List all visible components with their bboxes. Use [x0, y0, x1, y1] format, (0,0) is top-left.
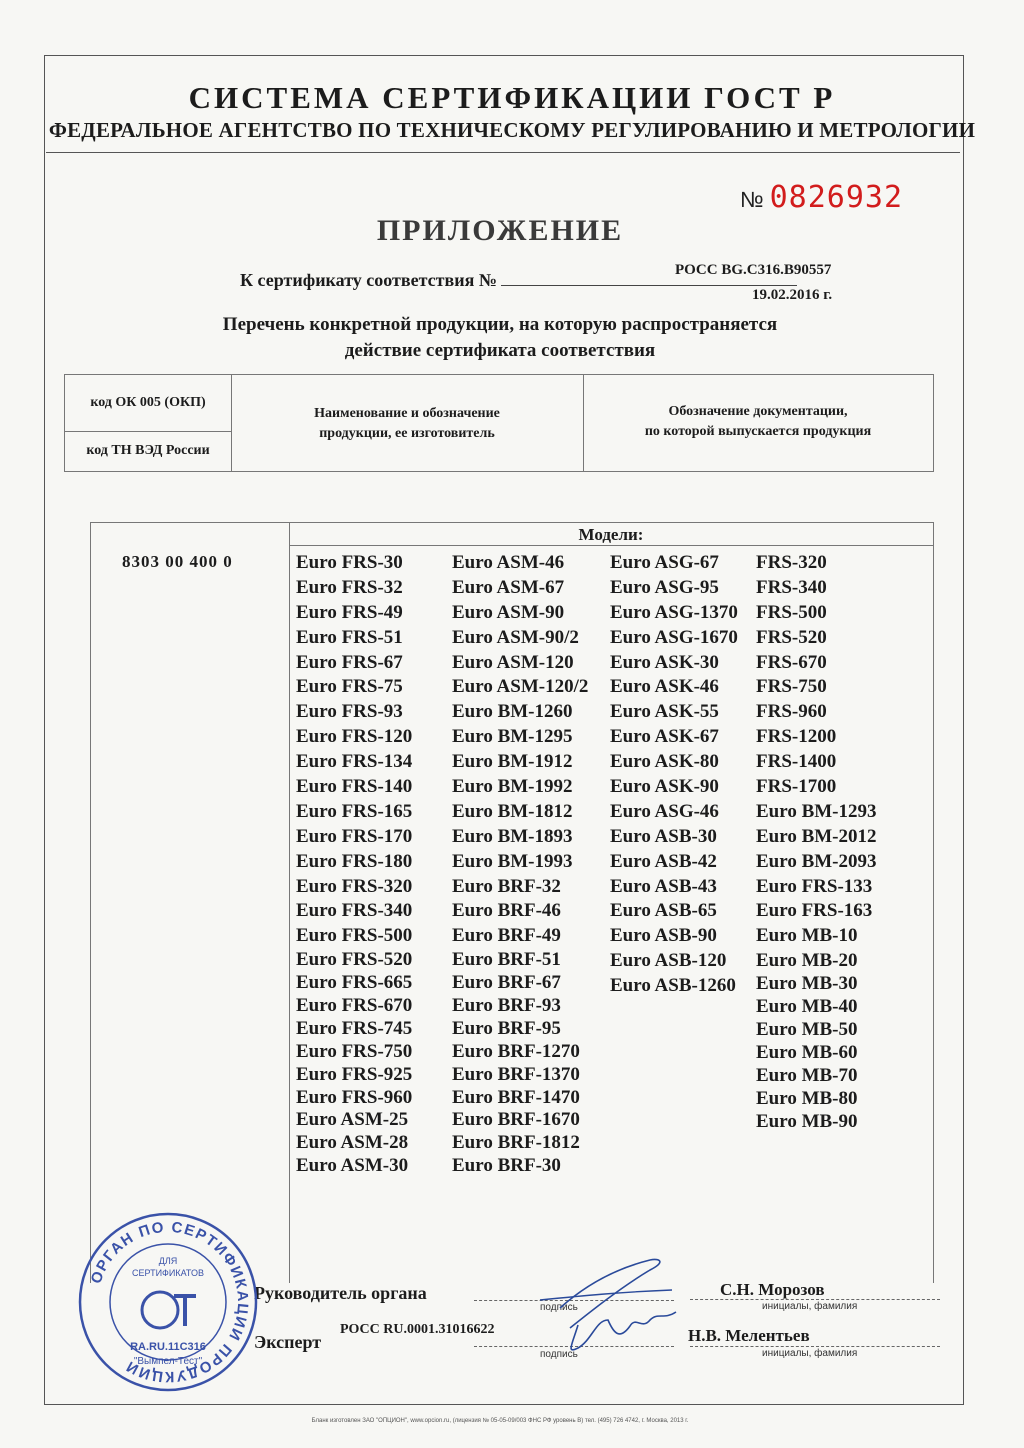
signatures-image	[500, 1250, 700, 1360]
doc-header-line-1: Обозначение документации,	[668, 404, 848, 419]
expert-registration: РОСС RU.0001.31016622	[340, 1322, 495, 1337]
model-item: Euro FRS-340	[296, 900, 413, 922]
model-item: Euro MB-30	[756, 973, 858, 995]
model-item: Euro MB-10	[756, 925, 858, 947]
expert-initials-caption: инициалы, фамилия	[762, 1348, 858, 1359]
head-name: С.Н. Морозов	[720, 1280, 825, 1299]
model-item: Euro BRF-1812	[452, 1132, 580, 1154]
model-item: Euro BRF-1270	[452, 1040, 580, 1062]
model-item: Euro ASG-1670	[610, 626, 738, 648]
models-column-2	[452, 551, 588, 1178]
model-item: Euro BM-1295	[452, 726, 573, 748]
head-signature-underline	[540, 1290, 672, 1300]
model-item: Euro ASM-46	[452, 552, 565, 573]
expert-name-line	[690, 1346, 940, 1347]
model-item: Euro ASM-120	[452, 651, 574, 673]
model-item: Euro ASM-67	[452, 576, 565, 598]
model-item: Euro ASM-90	[452, 601, 565, 623]
certificate-label: К сертификату соответствия №	[240, 270, 497, 290]
model-item: Euro FRS-180	[296, 850, 413, 872]
model-item: Euro BM-1992	[452, 776, 573, 798]
model-item: Euro ASM-90/2	[452, 626, 579, 648]
appendix-title: ПРИЛОЖЕНИЕ	[376, 214, 624, 247]
form-footer: Бланк изготовлен ЗАО "ОПЦИОН", www.opcion.ru, (лицензия № 05-05-09/003 ФНС РФ уровень В) тел. (495) 726 4742, г. Москва, 2013 г.	[311, 1418, 689, 1424]
model-item: Euro BRF-32	[452, 875, 561, 897]
models-column-4	[756, 551, 877, 1133]
model-item: Euro ASG-67	[610, 552, 719, 573]
model-item: Euro FRS-140	[296, 776, 413, 798]
model-item: Euro BM-1993	[452, 850, 573, 872]
stamp-inner-top: ДЛЯ	[158, 1256, 178, 1266]
expert-sign-caption: подпись	[540, 1349, 578, 1360]
head-label: Руководитель органа	[254, 1283, 427, 1303]
head-name-line	[690, 1299, 940, 1300]
model-item: Euro FRS-163	[756, 900, 873, 922]
model-item: Euro FRS-93	[296, 701, 403, 723]
model-item: Euro ASG-1370	[610, 601, 738, 623]
model-item: Euro FRS-165	[296, 800, 413, 822]
serial-value: 0826932	[769, 180, 904, 215]
model-item: Euro ASM-25	[296, 1109, 409, 1131]
name-header-line-1: Наименование и обозначение	[314, 406, 500, 421]
model-item: Euro BRF-30	[452, 1155, 561, 1177]
model-item: Euro FRS-665	[296, 972, 413, 994]
expert-signature-stroke	[571, 1312, 676, 1350]
header-divider	[46, 152, 960, 153]
name-column-header	[231, 375, 584, 471]
models-column-3	[610, 551, 738, 999]
tn-ved-label: код ТН ВЭД России	[86, 443, 210, 458]
models-column-1	[296, 551, 412, 1178]
model-item: Euro ASB-65	[610, 900, 717, 922]
model-item: Euro BRF-1370	[452, 1063, 580, 1085]
model-item: Euro ASM-30	[296, 1155, 409, 1177]
model-item: Euro BRF-93	[452, 995, 561, 1017]
model-item: FRS-960	[756, 701, 827, 723]
list-title	[0, 312, 1000, 364]
expert-name: Н.В. Мелентьев	[688, 1326, 810, 1345]
model-item: Euro ASM-120/2	[452, 676, 589, 698]
model-item: Euro MB-60	[756, 1042, 858, 1064]
agency-title: ФЕДЕРАЛЬНОЕ АГЕНТСТВО ПО ТЕХНИЧЕСКОМУ РЕГУЛИРОВАНИЮ И МЕТРОЛОГИИ	[48, 118, 976, 142]
model-item: Euro BRF-51	[452, 949, 561, 971]
model-item: Euro BM-1912	[452, 751, 573, 773]
expert-label: Эксперт	[254, 1332, 322, 1352]
model-item: Euro FRS-120	[296, 726, 413, 748]
product-code: 8303 00 400 0	[122, 552, 233, 571]
model-item: Euro FRS-133	[756, 875, 873, 897]
model-item: Euro MB-20	[756, 950, 858, 972]
stamp-org-name: "Вымпел-Тест"	[133, 1356, 203, 1367]
model-item: Euro BM-2012	[756, 825, 877, 847]
model-item: Euro ASB-1260	[610, 975, 736, 997]
model-item: Euro FRS-670	[296, 995, 413, 1017]
model-item: Euro MB-50	[756, 1019, 858, 1041]
models-label: Модели:	[289, 523, 933, 546]
model-item: Euro FRS-67	[296, 651, 403, 673]
model-item: Euro FRS-32	[296, 576, 403, 598]
model-item: Euro BRF-1470	[452, 1086, 580, 1108]
serial-number	[740, 180, 903, 215]
model-item: FRS-320	[756, 552, 827, 573]
model-item: Euro ASB-42	[610, 850, 717, 872]
model-item: Euro MB-40	[756, 996, 858, 1018]
model-item: Euro ASG-95	[610, 576, 719, 598]
model-item: FRS-750	[756, 676, 827, 698]
model-item: Euro FRS-750	[296, 1040, 413, 1062]
model-item: Euro ASK-55	[610, 701, 719, 723]
model-item: Euro FRS-320	[296, 875, 413, 897]
model-item: FRS-1200	[756, 726, 837, 748]
model-item: Euro FRS-520	[296, 949, 413, 971]
model-item: Euro ASB-43	[610, 875, 717, 897]
code-column-header	[65, 375, 232, 471]
model-item: Euro FRS-960	[296, 1086, 413, 1108]
model-item: Euro ASB-120	[610, 950, 727, 972]
model-item: Euro BRF-1670	[452, 1109, 580, 1131]
model-item: Euro FRS-500	[296, 925, 413, 947]
model-item: Euro FRS-745	[296, 1017, 413, 1039]
model-item: Euro FRS-925	[296, 1063, 413, 1085]
model-item: Euro BM-1260	[452, 701, 573, 723]
model-item: Euro FRS-30	[296, 552, 403, 573]
model-item: FRS-340	[756, 576, 827, 598]
okp-label: код ОК 005 (ОКП)	[90, 395, 206, 410]
stamp-reg-number: RA.RU.11C316	[130, 1341, 206, 1353]
model-item: Euro MB-90	[756, 1111, 858, 1133]
model-item: Euro ASK-30	[610, 651, 719, 673]
model-item: FRS-670	[756, 651, 827, 673]
model-item: Euro FRS-49	[296, 601, 403, 623]
model-item: Euro FRS-170	[296, 825, 413, 847]
model-item: Euro ASB-30	[610, 825, 717, 847]
model-item: Euro BRF-46	[452, 900, 561, 922]
model-item: Euro BM-1893	[452, 825, 573, 847]
gost-logo-icon	[142, 1292, 178, 1328]
model-item: Euro FRS-134	[296, 751, 413, 773]
model-item: Euro ASK-80	[610, 751, 719, 773]
model-item: Euro BM-1293	[756, 800, 877, 822]
doc-header-line-2: по которой выпускается продукция	[644, 424, 872, 439]
model-item: FRS-1700	[756, 776, 837, 798]
model-item: Euro BM-2093	[756, 850, 877, 872]
certificate-number: РОСС BG.C316.B90557	[675, 262, 832, 278]
model-item: Euro BRF-95	[452, 1017, 561, 1039]
head-initials-caption: инициалы, фамилия	[762, 1301, 858, 1312]
model-item: Euro BM-1812	[452, 800, 573, 822]
model-item: Euro ASK-46	[610, 676, 719, 698]
header-table	[64, 374, 934, 472]
model-item: Euro MB-80	[756, 1088, 858, 1110]
model-item: Euro ASK-90	[610, 776, 719, 798]
stamp-ring-text: ОРГАН ПО СЕРТИФИКАЦИИ ПРОДУКЦИИ	[87, 1218, 252, 1386]
system-title: СИСТЕМА СЕРТИФИКАЦИИ ГОСТ Р	[188, 80, 836, 115]
models-table-divider	[289, 523, 290, 1283]
model-item: Euro ASG-46	[610, 800, 719, 822]
list-title-line-1: Перечень конкретной продукции, на которую распространяется	[222, 314, 778, 335]
model-item: Euro ASB-90	[610, 925, 717, 947]
model-item: Euro FRS-51	[296, 626, 403, 648]
model-item: FRS-500	[756, 601, 827, 623]
model-item: Euro BRF-67	[452, 972, 561, 994]
certificate-date: 19.02.2016 г.	[752, 287, 833, 303]
stamp-inner-sub: СЕРТИФИКАТОВ	[131, 1268, 205, 1278]
model-item: Euro ASM-28	[296, 1132, 409, 1154]
model-item: Euro MB-70	[756, 1065, 858, 1087]
certification-stamp	[76, 1210, 260, 1394]
name-header-line-2: продукции, ее изготовитель	[319, 426, 495, 441]
model-item: Euro FRS-75	[296, 676, 403, 698]
model-item: FRS-520	[756, 626, 827, 648]
model-item: FRS-1400	[756, 751, 837, 773]
serial-prefix: №	[740, 187, 764, 212]
list-title-line-2: действие сертификата соответствия	[344, 340, 656, 361]
model-item: Euro BRF-49	[452, 925, 561, 947]
model-item: Euro ASK-67	[610, 726, 719, 748]
okp-cell	[65, 375, 231, 432]
head-sign-caption: подпись	[540, 1302, 578, 1313]
